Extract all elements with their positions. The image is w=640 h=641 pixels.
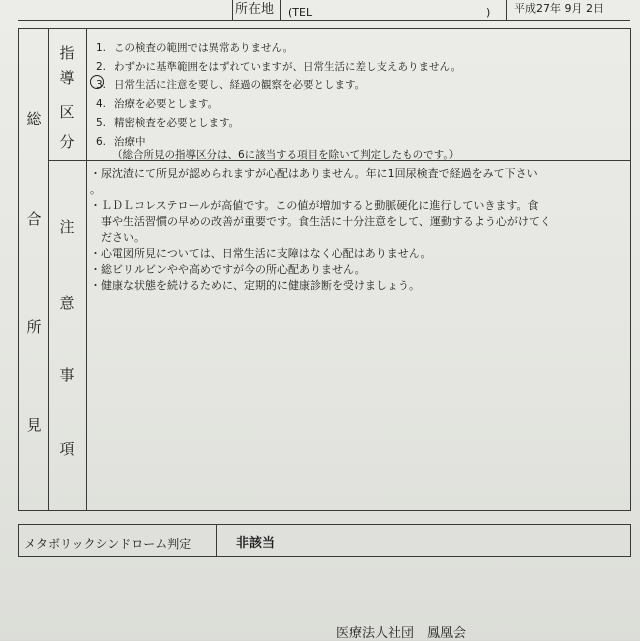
notes-label-char: 意 [59, 294, 75, 312]
notes-label-char: 項 [59, 440, 75, 458]
guidance-label-char: 指 [59, 44, 75, 62]
guidance-item-3: 3. 日常生活に注意を要し、経過の観察を必要とします。 [96, 79, 366, 91]
metabolic-label: メタボリックシンドローム判定 [24, 537, 192, 551]
note-line: ・健康な状態を続けるために、定期的に健康診断を受けましょう。 [90, 279, 420, 292]
note-line: ・心電図所見については、日常生活に支障はなく心配はありません。 [90, 247, 432, 260]
address-label: 所在地 [235, 2, 275, 17]
guidance-item-6: 6. 治療中 [96, 136, 146, 148]
header-divider [280, 0, 281, 20]
note-line: ・総ビリルビンやや高めですが今の所心配ありません。 [90, 263, 366, 276]
header-divider [232, 0, 233, 20]
guidance-label-char: 区 [59, 103, 75, 121]
tel-label: (TEL [288, 6, 313, 19]
notes-label-char: 注 [59, 218, 75, 236]
notes-label-char: 事 [59, 366, 75, 384]
metabolic-top-border [18, 524, 631, 525]
table-right-border [630, 28, 631, 511]
guidance-item-4: 4. 治療を必要とします。 [96, 98, 219, 110]
organization-name: 医療法人社団 鳳凰会 [336, 626, 467, 641]
note-line: 事や生活習慣の早めの改善が重要です。食生活に十分注意をして、運動するよう心がけてく [90, 215, 551, 228]
overall-label-char: 合 [26, 210, 42, 228]
metabolic-divider [216, 524, 217, 557]
note-line: ・ＬＤＬコレステロールが高値です。この値が増加すると動脈硬化に進行していきます。食 [90, 199, 539, 212]
note-line: ださい。 [90, 231, 145, 244]
metabolic-value: 非該当 [236, 536, 276, 551]
header-bottom-rule [18, 20, 630, 21]
table-left-border [18, 28, 19, 511]
column-divider [48, 28, 49, 511]
column-divider [86, 28, 87, 511]
overall-label-char: 見 [26, 416, 42, 434]
metabolic-bottom-border [18, 556, 631, 557]
note-line: ・尿沈渣にて所見が認められますが心配はありません。年に1回尿検査で経過をみて下さい [90, 167, 538, 180]
metabolic-left-border [18, 524, 19, 557]
report-date: 平成27年 9月 2日 [514, 2, 604, 15]
guidance-item-5: 5. 精密検査を必要とします。 [96, 117, 240, 129]
guidance-label-char: 導 [59, 69, 75, 87]
table-bottom-border [18, 510, 631, 511]
guidance-item-2: 2. わずかに基準範囲をはずれていますが、日常生活に差し支えありません。 [96, 61, 462, 73]
guidance-footnote: （総合所見の指導区分は、6に該当する項目を除いて判定したものです。） [112, 149, 460, 161]
header-divider [506, 0, 507, 20]
guidance-label-char: 分 [59, 133, 75, 151]
metabolic-right-border [630, 524, 631, 557]
overall-label-char: 総 [26, 110, 42, 128]
tel-close: ) [486, 6, 491, 19]
guidance-item-1: 1. この検査の範囲では異常ありません。 [96, 42, 294, 54]
table-top-border [18, 28, 631, 29]
overall-label-char: 所 [26, 318, 42, 336]
note-line: 。 [90, 183, 101, 196]
